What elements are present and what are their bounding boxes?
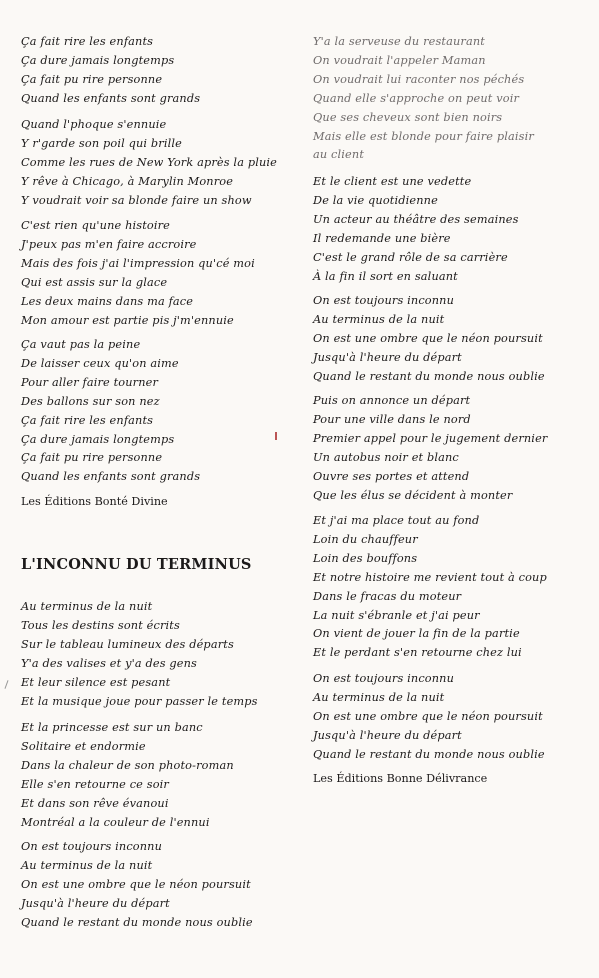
lyric-line: Au terminus de la nuit [21,858,153,872]
lyric-line: Premier appel pour le jugement dernier [313,431,548,445]
lyric-line: Qui est assis sur la glace [21,275,168,289]
lyric-line: C'est rien qu'une histoire [21,219,170,232]
lyric-line: Dans la chaleur de son photo-roman [21,758,234,772]
lyric-line: Quand le restant du monde nous oublie [313,369,545,383]
lyric-line: Et notre histoire me revient tout à coup [313,570,547,584]
lyric-line: Et la musique joue pour passer le temps [21,694,258,708]
print-mark [275,432,277,440]
lyric-line: Des ballons sur son nez [21,394,160,408]
lyric-line: Et leur silence est pesant [21,675,171,689]
lyric-line: Ça fait rire les enfants [21,413,154,427]
lyric-line: Au terminus de la nuit [21,600,153,613]
lyric-line: Dans le fracas du moteur [313,589,462,603]
stanza [313,392,547,505]
lyric-line: Tous les destins sont écrits [21,618,180,632]
lyric-line: De laisser ceux qu'on aime [21,356,179,370]
stanza [313,33,534,165]
lyric-line: À la fin il sort en saluant [313,269,458,283]
lyric-line: Et le perdant s'en retourne chez lui [313,646,522,660]
lyric-line: Mais elle est blonde pour faire plaisir [313,129,534,143]
lyric-line: On est toujours inconnu [21,840,163,853]
stanza [21,217,255,330]
lyric-line: Et la princesse est sur un banc [21,721,203,734]
lyric-line: Un autobus noir et blanc [313,450,459,464]
lyric-line: Pour aller faire tourner [21,375,159,389]
lyric-line: On est toujours inconnu [313,672,455,685]
lyric-line: Et le client est une vedette [313,175,472,188]
lyric-line: Au terminus de la nuit [313,690,445,704]
stanza [313,173,519,286]
lyric-line: Montréal a la couleur de l'ennui [21,815,210,829]
stanza [21,719,234,832]
lyric-line: On est toujours inconnu [313,294,455,307]
lyric-line: Quand les enfants sont grands [21,91,201,105]
lyric-line: Mon amour est partie pis j'm'ennuie [21,313,234,327]
lyric-line: Et j'ai ma place tout au fond [313,514,480,527]
lyric-line: Que les élus se décident à monter [313,488,513,502]
stanza [21,116,277,211]
lyric-line: Pour une ville dans le nord [313,412,471,426]
lyric-line: Ça vaut pas la peine [21,338,141,351]
lyric-line: Y voudrait voir sa blonde faire un show [21,193,252,207]
lyric-line: Mais des fois j'ai l'impression qu'cé moi [21,256,255,270]
lyric-line: Loin des bouffons [313,551,418,565]
lyric-line: Sur le tableau lumineux des départs [21,637,234,651]
lyric-line: Il redemande une bière [313,231,451,245]
lyric-line: Y'a la serveuse du restaurant [313,35,485,48]
lyric-line: au client [313,148,365,162]
lyric-line: Ça dure jamais longtemps [21,432,175,446]
stanza [21,598,258,711]
lyric-line: Puis on annonce un départ [313,394,471,407]
stanza [313,512,547,663]
lyric-line: Ça fait pu rire personne [21,451,163,465]
song-title: L'INCONNU DU TERMINUS [21,556,252,573]
lyric-line: Jusqu'à l'heure du départ [313,728,462,742]
lyric-line: On voudrait l'appeler Maman [313,53,486,67]
lyric-line: Y r'garde son poil qui brille [21,136,182,150]
lyric-line: Jusqu'à l'heure du départ [313,350,462,364]
stanza [313,670,545,765]
lyric-line: Elle s'en retourne ce soir [21,777,169,791]
lyric-line: La nuit s'ébranle et j'ai peur [313,608,480,622]
lyric-line: Que ses cheveux sont bien noirs [313,110,503,124]
publisher-credit: Les Éditions Bonté Divine [21,495,168,508]
lyric-line: Ça fait pu rire personne [21,72,163,86]
lyric-line: Loin du chauffeur [313,532,418,546]
lyric-line: On est une ombre que le néon poursuit [313,331,543,345]
lyric-line: C'est le grand rôle de sa carrière [313,250,508,264]
stanza [21,336,200,487]
lyric-line: Quand les enfants sont grands [21,470,201,484]
lyric-line: Et dans son rêve évanoui [21,796,169,810]
publisher-credit: Les Éditions Bonne Délivrance [313,772,488,785]
lyric-line: On voudrait lui raconter nos péchés [313,72,525,86]
lyric-line: Quand l'phoque s'ennuie [21,118,167,131]
lyric-line: On vient de jouer la fin de la partie [313,627,520,641]
lyric-line: Ça dure jamais longtemps [21,53,175,67]
lyric-line: Au terminus de la nuit [313,312,445,326]
stanza [313,292,545,387]
print-mark [4,680,8,689]
lyric-line: Les deux mains dans ma face [21,294,194,308]
lyric-line: Jusqu'à l'heure du départ [21,896,170,910]
lyric-line: Un acteur au théâtre des semaines [313,212,519,226]
lyric-line: Quand le restant du monde nous oublie [21,915,253,929]
lyric-line: Quand le restant du monde nous oublie [313,747,545,761]
lyric-line: On est une ombre que le néon poursuit [21,877,251,891]
lyric-line: Quand elle s'approche on peut voir [313,91,520,105]
lyric-line: Comme les rues de New York après la pluie [21,155,277,169]
stanza [21,838,253,933]
lyric-line: Ça fait rire les enfants [21,35,154,48]
lyric-line: Y'a des valises et y'a des gens [21,656,197,670]
stanza [21,33,200,109]
lyric-line: Ouvre ses portes et attend [313,469,470,483]
lyric-line: Y rêve à Chicago, à Marylin Monroe [21,174,234,188]
lyric-line: On est une ombre que le néon poursuit [313,709,543,723]
lyric-line: Solitaire et endormie [21,739,146,753]
lyric-line: J'peux pas m'en faire accroire [21,237,197,251]
lyric-line: De la vie quotidienne [313,193,438,207]
